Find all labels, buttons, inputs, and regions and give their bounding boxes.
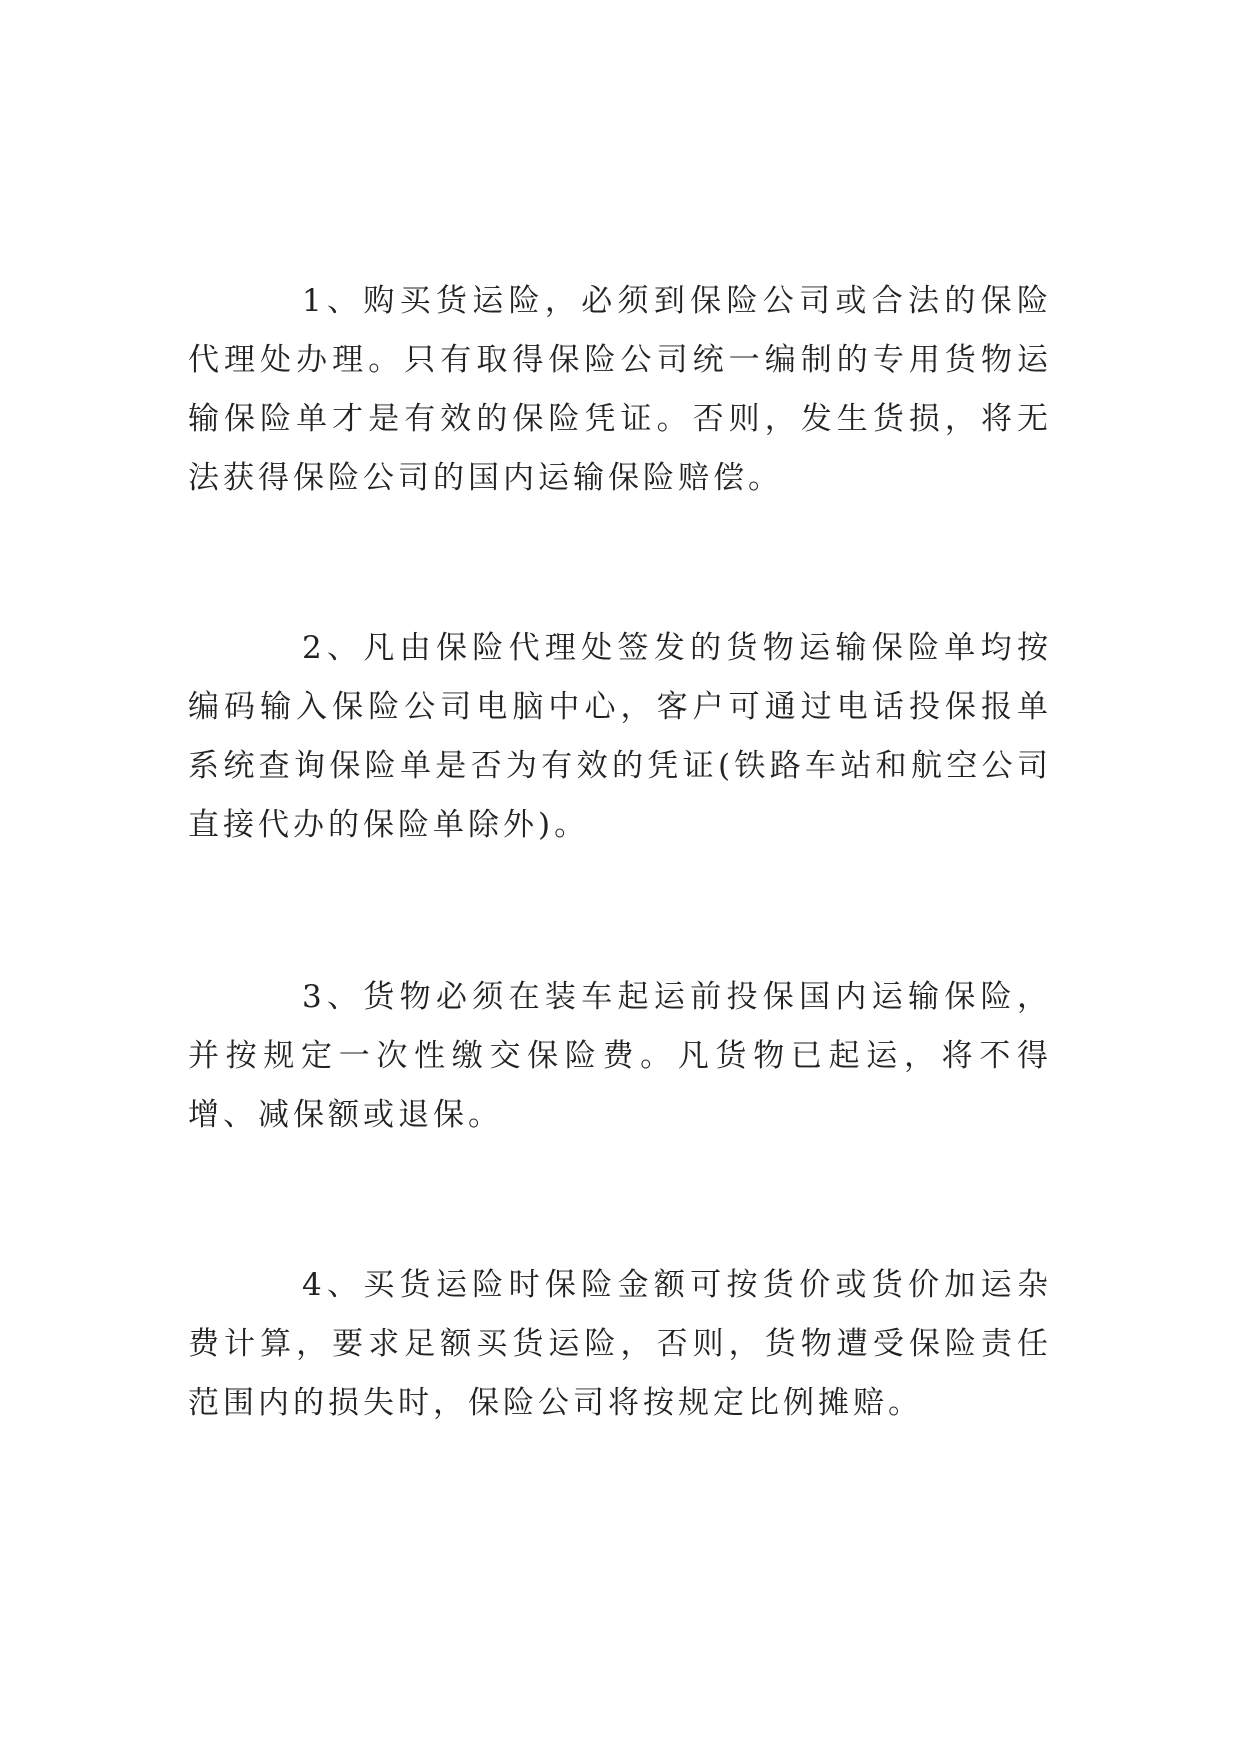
paragraph-2: 2、凡由保险代理处签发的货物运输保险单均按编码输入保险公司电脑中心，客户可通过电话投保报单系统查询保险单是否为有效的凭证(铁路车站和航空公司直接代办的保险单除外)。 xyxy=(188,630,1052,843)
paragraph-3: 3、货物必须在装车起运前投保国内运输保险，并按规定一次性缴交保险费。凡货物已起运，将不得增、减保额或退保。 xyxy=(188,979,1052,1133)
paragraph-1: 1、购买货运险，必须到保险公司或合法的保险代理处办理。只有取得保险公司统一编制的专用货物运输保险单才是有效的保险凭证。否则，发生货损，将无法获得保险公司的国内运输保险赔偿。 xyxy=(188,283,1052,496)
paragraph-4: 4、买货运险时保险金额可按货价或货价加运杂费计算，要求足额买货运险，否则，货物遭受保险责任范围内的损失时，保险公司将按规定比例摊赔。 xyxy=(188,1267,1052,1421)
